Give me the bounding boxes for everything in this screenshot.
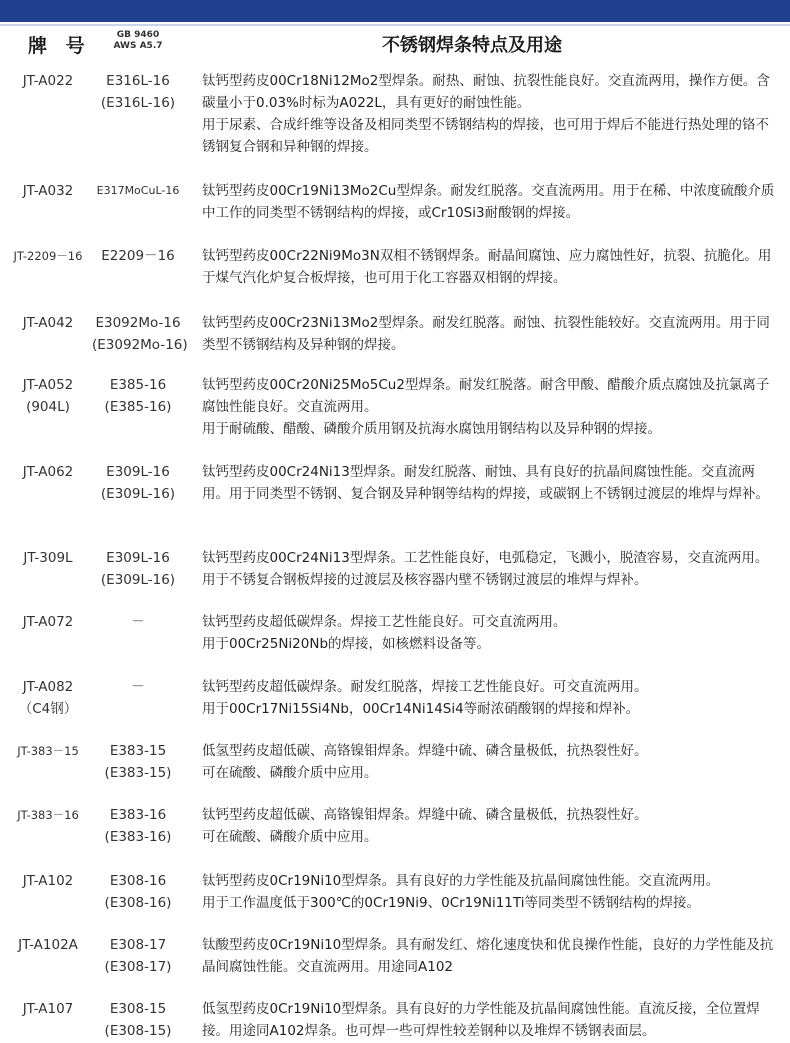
brand-name: JT-A062	[22, 464, 74, 480]
header-standard-gb: GB 9460	[116, 30, 160, 40]
brand-name: JT-A072	[22, 614, 74, 630]
brand-cell	[0, 374, 96, 418]
brand-cell	[0, 611, 96, 633]
standard-cell	[92, 804, 184, 848]
brand-cell	[0, 180, 96, 202]
brand-name: JT-A042	[22, 315, 74, 331]
brand-cell	[0, 934, 96, 956]
description-text: 钛钙型药皮超低碳、高铬镍钼焊条。焊缝中硫、磷含量极低，抗热裂性好。	[202, 807, 648, 823]
description-cell	[202, 934, 780, 978]
standard-code-aws: (E383-15)	[104, 765, 172, 781]
description-cell	[202, 180, 780, 224]
standard-code-aws: (E309L-16)	[100, 572, 176, 588]
description-text: 钛钙型药皮00Cr20Ni25Mo5Cu2型焊条。耐发红脱落。耐含甲酸、醋酸介质点腐蚀及抗氯离子腐蚀性能良好。交直流两用。	[202, 377, 770, 415]
brand-cell	[0, 740, 96, 762]
description-cell	[202, 312, 780, 356]
standard-code-aws: (E385-16)	[104, 399, 172, 415]
brand-name: JT-309L	[23, 550, 73, 566]
description-cell	[202, 998, 780, 1042]
standard-code-aws: (E308-17)	[104, 959, 172, 975]
description-cell	[202, 70, 780, 158]
standard-cell	[92, 312, 188, 356]
standard-cell	[92, 611, 184, 633]
brand-alias: (904L)	[26, 399, 70, 415]
standard-code: E317MoCuL-16	[96, 184, 180, 197]
standard-code-aws: (E3092Mo-16)	[92, 337, 188, 353]
brand-name: JT-383－15	[17, 744, 79, 758]
header-standard-aws: AWS A5.7	[113, 41, 163, 51]
brand-name: JT-A022	[22, 73, 74, 89]
description-text: 钛钙型药皮00Cr24Ni13型焊条。工艺性能良好，电弧稳定，飞溅小，脱渣容易，交直流两用。用于不锈复合钢板焊接的过渡层及核容器内壁不锈钢过渡层的堆焊与焊补。	[202, 550, 769, 588]
standard-code-aws: (E308-16)	[104, 895, 172, 911]
brand-cell	[0, 245, 96, 267]
standard-code-aws: (E308-15)	[104, 1023, 172, 1039]
standard-code: E3092Mo-16	[95, 315, 181, 331]
description-text: 钛钙型药皮超低碳焊条。耐发红脱落，焊接工艺性能良好。可交直流两用。	[202, 679, 648, 695]
standard-code-aws: (E316L-16)	[100, 95, 176, 111]
description-cell	[202, 461, 780, 505]
standard-code: －	[131, 679, 145, 695]
description-usage: 用于工作温度低于300℃的0Cr19Ni9、0Cr19Ni11Ti等同类型不锈钢结构的焊接。	[202, 895, 700, 911]
standard-cell	[92, 245, 184, 267]
standard-cell	[92, 461, 184, 505]
description-text: 钛钙型药皮超低碳焊条。焊接工艺性能良好。可交直流两用。	[202, 614, 567, 630]
standard-code-aws: (E309L-16)	[100, 486, 176, 502]
page-title: 不锈钢焊条特点及用途	[382, 35, 562, 56]
standard-code: E385-16	[109, 377, 167, 393]
description-cell	[202, 870, 780, 914]
brand-name: JT-A052	[22, 377, 74, 393]
brand-cell	[0, 676, 96, 720]
standard-code: E308-17	[109, 937, 167, 953]
standard-code: E383-16	[109, 807, 167, 823]
description-cell	[202, 374, 780, 440]
brand-name: JT-A102A	[18, 937, 78, 953]
standard-code: E309L-16	[106, 550, 170, 566]
brand-name: JT-A032	[22, 183, 74, 199]
description-usage: 可在硫酸、磷酸介质中应用。	[202, 765, 378, 781]
description-text: 钛钙型药皮00Cr18Ni12Mo2型焊条。耐热、耐蚀、抗裂性能良好。交直流两用，操作方便。含碳量小于0.03%时标为A022L，具有更好的耐蚀性能。	[202, 73, 770, 111]
standard-code: －	[131, 614, 145, 630]
standard-cell	[92, 870, 184, 914]
standard-cell	[92, 676, 184, 698]
standard-code: E2209－16	[101, 248, 175, 264]
top-banner-bar	[0, 0, 790, 22]
header-standard-label	[104, 30, 172, 52]
brand-cell	[0, 70, 96, 92]
description-cell	[202, 547, 780, 591]
description-usage: 用于耐硫酸、醋酸、磷酸介质用钢及抗海水腐蚀用钢结构以及异种钢的焊接。	[202, 421, 661, 437]
brand-cell	[0, 998, 96, 1020]
brand-cell	[0, 312, 96, 334]
brand-name: JT-2209－16	[13, 249, 83, 263]
standard-code: E308-15	[109, 1001, 167, 1017]
standard-cell	[92, 70, 184, 114]
description-text: 低氢型药皮0Cr19Ni10型焊条。具有良好的力学性能及抗晶间腐蚀性能。直流反接，全位置焊接。用途同A102焊条。也可焊一些可焊性较差钢种以及堆焊不锈钢表面层。	[202, 1001, 760, 1039]
standard-cell	[92, 740, 184, 784]
description-cell	[202, 740, 780, 784]
standard-cell	[92, 998, 184, 1042]
brand-alias: （C4钢）	[18, 701, 78, 717]
standard-code: E316L-16	[106, 73, 170, 89]
top-banner-shadow-line	[0, 24, 790, 26]
header-brand-label: 牌 号	[28, 35, 91, 57]
brand-name: JT-A107	[22, 1001, 74, 1017]
table-header	[0, 28, 790, 64]
description-cell	[202, 676, 780, 720]
description-usage: 可在硫酸、磷酸介质中应用。	[202, 829, 378, 845]
standard-cell	[92, 547, 184, 591]
description-text: 钛酸型药皮0Cr19Ni10型焊条。具有耐发红、熔化速度快和优良操作性能，良好的力学性能及抗晶间腐蚀性能。交直流两用。用途同A102	[202, 937, 774, 975]
standard-code-aws: (E383-16)	[104, 829, 172, 845]
standard-code: E308-16	[109, 873, 167, 889]
brand-cell	[0, 461, 96, 483]
description-text: 钛钙型药皮00Cr22Ni9Mo3N双相不锈钢焊条。耐晶间腐蚀、应力腐蚀性好，抗裂、抗脆化。用于煤气汽化炉复合板焊接，也可用于化工容器双相钢的焊接。	[202, 248, 772, 286]
description-text: 钛钙型药皮00Cr19Ni13Mo2Cu型焊条。耐发红脱落。交直流两用。用于在稀、中浓度硫酸介质中工作的同类型不锈钢结构的焊接，或Cr10Si3耐酸钢的焊接。	[202, 183, 775, 221]
standard-cell	[92, 180, 184, 202]
description-usage: 用于00Cr17Ni15Si4Nb，00Cr14Ni14Si4等耐浓硝酸钢的焊接和焊补。	[202, 701, 640, 717]
description-usage: 用于00Cr25Ni20Nb的焊接，如核燃料设备等。	[202, 636, 491, 652]
standard-cell	[92, 934, 184, 978]
description-text: 低氢型药皮超低碳、高铬镍钼焊条。焊缝中硫、磷含量极低，抗热裂性好。	[202, 743, 648, 759]
brand-name: JT-A102	[22, 873, 74, 889]
description-usage: 用于尿素、合成纤维等设备及相同类型不锈钢结构的焊接，也可用于焊后不能进行热处理的铬不锈钢复合钢和异种钢的焊接。	[202, 117, 769, 155]
description-cell	[202, 611, 780, 655]
description-cell	[202, 804, 780, 848]
description-cell	[202, 245, 780, 289]
brand-name: JT-383－16	[17, 808, 79, 822]
brand-cell	[0, 547, 96, 569]
standard-cell	[92, 374, 184, 418]
brand-cell	[0, 870, 96, 892]
description-text: 钛钙型药皮0Cr19Ni10型焊条。具有良好的力学性能及抗晶间腐蚀性能。交直流两用。	[202, 873, 720, 889]
description-text: 钛钙型药皮00Cr23Ni13Mo2型焊条。耐发红脱落。耐蚀、抗裂性能较好。交直流两用。用于同类型不锈钢结构及异种钢的焊接。	[202, 315, 770, 353]
standard-code: E309L-16	[106, 464, 170, 480]
description-text: 钛钙型药皮00Cr24Ni13型焊条。耐发红脱落、耐蚀、具有良好的抗晶间腐蚀性能。交直流两用。用于同类型不锈钢、复合钢及异种钢等结构的焊接，或碳钢上不锈钢过渡层的堆焊与焊补。	[202, 464, 769, 502]
standard-code: E383-15	[109, 743, 167, 759]
brand-name: JT-A082	[22, 679, 74, 695]
brand-cell	[0, 804, 96, 826]
